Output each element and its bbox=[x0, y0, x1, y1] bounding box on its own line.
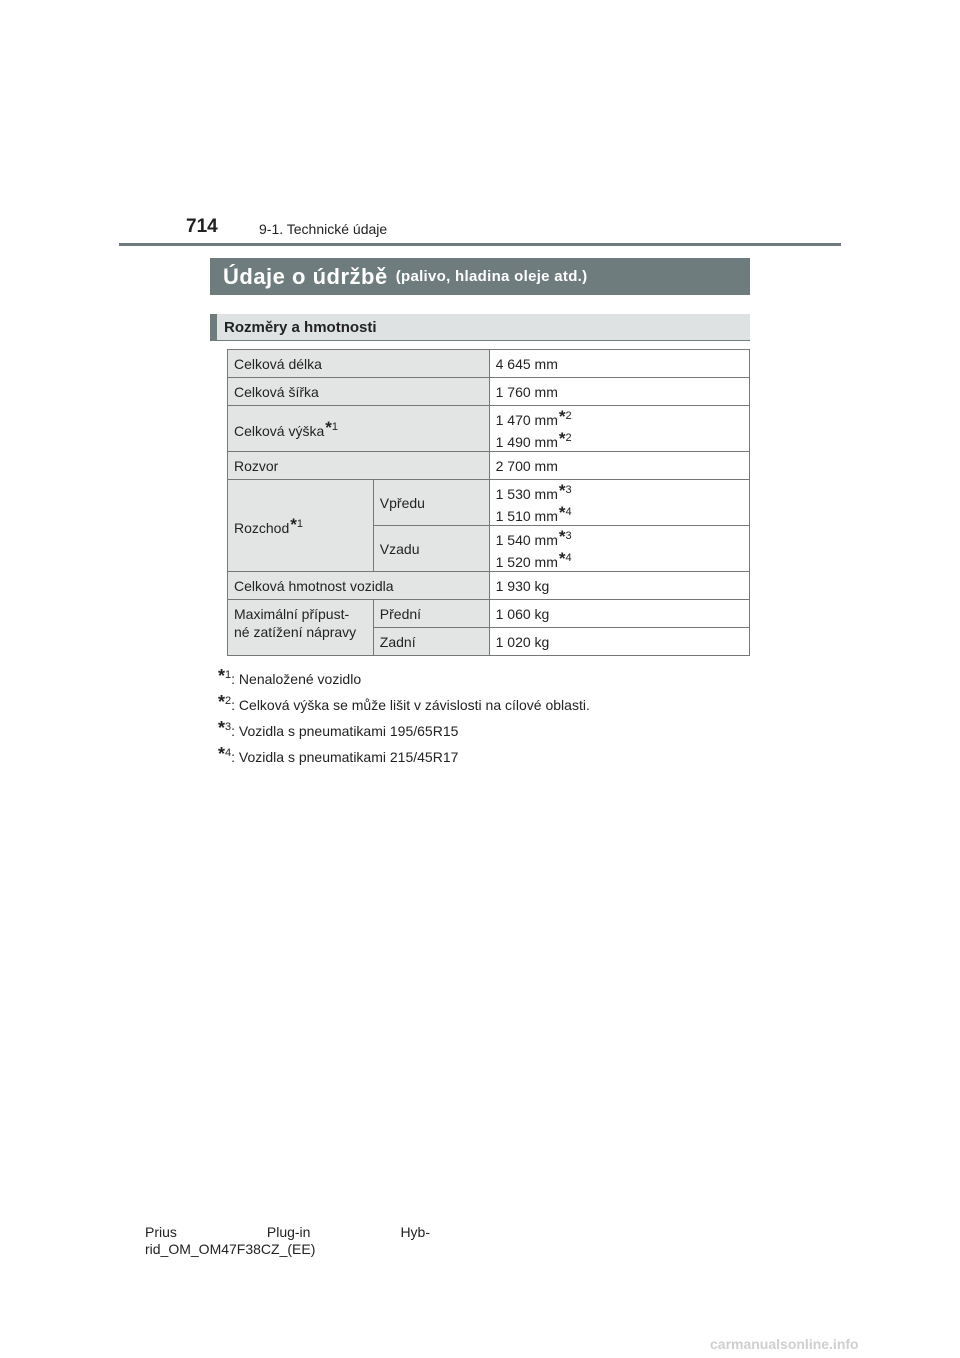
row-value: 4 645 mm bbox=[489, 350, 749, 378]
track-rear-value-2: 1 520 mm bbox=[495, 553, 558, 570]
footnote-number: 2 bbox=[225, 695, 232, 707]
row-value: 2 700 mm bbox=[489, 452, 749, 480]
footnote-ref: 1 bbox=[296, 517, 304, 530]
footnote-text: : Vozidla s pneumatikami 215/45R17 bbox=[231, 749, 459, 765]
footnote-asterisk: * bbox=[325, 417, 332, 437]
footnote bbox=[218, 662, 590, 688]
footnote-asterisk: * bbox=[558, 502, 566, 522]
footnote-asterisk: * bbox=[558, 428, 566, 448]
row-value bbox=[489, 406, 749, 452]
footnote-ref: 2 bbox=[565, 409, 572, 422]
track-label: Rozchod bbox=[234, 519, 290, 536]
footnote-text: : Celková výška se může lišit v závislosti na cílové oblasti. bbox=[231, 697, 590, 713]
watermark: carmanualsonline.info bbox=[710, 1336, 859, 1352]
footer-part-2: Plug-in bbox=[266, 1224, 311, 1240]
main-heading-subtitle: (palivo, hladina oleje atd.) bbox=[395, 268, 588, 285]
row-value bbox=[489, 526, 749, 572]
row-value: 1 930 kg bbox=[489, 572, 749, 600]
footnote-ref: 3 bbox=[565, 529, 572, 542]
footnote-ref: 4 bbox=[565, 505, 572, 518]
section-title: 9-1. Technické údaje bbox=[259, 221, 388, 237]
footnote-asterisk: * bbox=[558, 406, 566, 426]
sub-label: Vzadu bbox=[373, 526, 489, 572]
footnote-text: : Nenaložené vozidlo bbox=[231, 671, 362, 687]
footnote-asterisk: * bbox=[218, 744, 226, 764]
row-value bbox=[489, 480, 749, 526]
sub-label: Vpředu bbox=[373, 480, 489, 526]
height-label: Celková výška bbox=[234, 422, 325, 439]
subheading-banner bbox=[210, 314, 750, 341]
footnote-number: 3 bbox=[225, 721, 232, 733]
footnote-text: : Vozidla s pneumatikami 195/65R15 bbox=[231, 723, 459, 739]
height-value-1: 1 470 mm bbox=[495, 411, 558, 428]
document-footer bbox=[145, 1224, 430, 1258]
footnote-asterisk: * bbox=[218, 692, 226, 712]
row-label: Rozvor bbox=[228, 452, 490, 480]
table-row bbox=[228, 480, 750, 526]
table-row bbox=[228, 406, 750, 452]
footnote-asterisk: * bbox=[218, 718, 226, 738]
table-row bbox=[228, 452, 750, 480]
row-value: 1 020 kg bbox=[489, 628, 749, 656]
footnote-asterisk: * bbox=[290, 514, 297, 534]
table-row bbox=[228, 572, 750, 600]
footnote bbox=[218, 688, 590, 714]
footnote-asterisk: * bbox=[218, 666, 226, 686]
row-label bbox=[228, 600, 374, 656]
footnote bbox=[218, 714, 590, 740]
footer-part-3: Hyb- bbox=[400, 1224, 430, 1240]
footnote-ref: 3 bbox=[565, 483, 572, 496]
height-value-2: 1 490 mm bbox=[495, 433, 558, 450]
row-label: Celková šířka bbox=[228, 378, 490, 406]
footnote-ref: 1 bbox=[331, 420, 339, 433]
track-rear-value-1: 1 540 mm bbox=[495, 531, 558, 548]
main-heading-banner bbox=[210, 258, 750, 295]
table-row bbox=[228, 378, 750, 406]
footnote-ref: 4 bbox=[565, 551, 572, 564]
axle-label-line-1: Maximální přípust- bbox=[234, 606, 350, 622]
footnote-asterisk: * bbox=[558, 548, 566, 568]
specs-table bbox=[227, 349, 750, 656]
main-heading: Údaje o údržbě bbox=[223, 263, 388, 289]
header-divider bbox=[119, 243, 841, 246]
footnotes bbox=[218, 662, 590, 766]
row-value: 1 760 mm bbox=[489, 378, 749, 406]
footnote bbox=[218, 740, 590, 766]
row-label: Celková délka bbox=[228, 350, 490, 378]
footnote-asterisk: * bbox=[558, 480, 566, 500]
row-value: 1 060 kg bbox=[489, 600, 749, 628]
sub-label: Zadní bbox=[373, 628, 489, 656]
footnote-ref: 2 bbox=[565, 431, 572, 444]
subheading: Rozměry a hmotnosti bbox=[224, 318, 377, 336]
track-front-value-2: 1 510 mm bbox=[495, 507, 558, 524]
track-front-value-1: 1 530 mm bbox=[495, 485, 558, 502]
axle-label-line-2: né zatížení nápravy bbox=[234, 624, 357, 640]
footnote-number: 4 bbox=[225, 747, 232, 759]
row-label bbox=[228, 480, 374, 572]
row-label bbox=[228, 406, 490, 452]
footer-line-2: rid_OM_OM47F38CZ_(EE) bbox=[145, 1241, 316, 1257]
footnote-asterisk: * bbox=[558, 526, 566, 546]
table-row bbox=[228, 350, 750, 378]
page-number: 714 bbox=[186, 216, 218, 237]
sub-label: Přední bbox=[373, 600, 489, 628]
table-row bbox=[228, 600, 750, 628]
footer-part-1: Prius bbox=[145, 1224, 177, 1240]
row-label: Celková hmotnost vozidla bbox=[228, 572, 490, 600]
footnote-number: 1 bbox=[225, 669, 232, 681]
